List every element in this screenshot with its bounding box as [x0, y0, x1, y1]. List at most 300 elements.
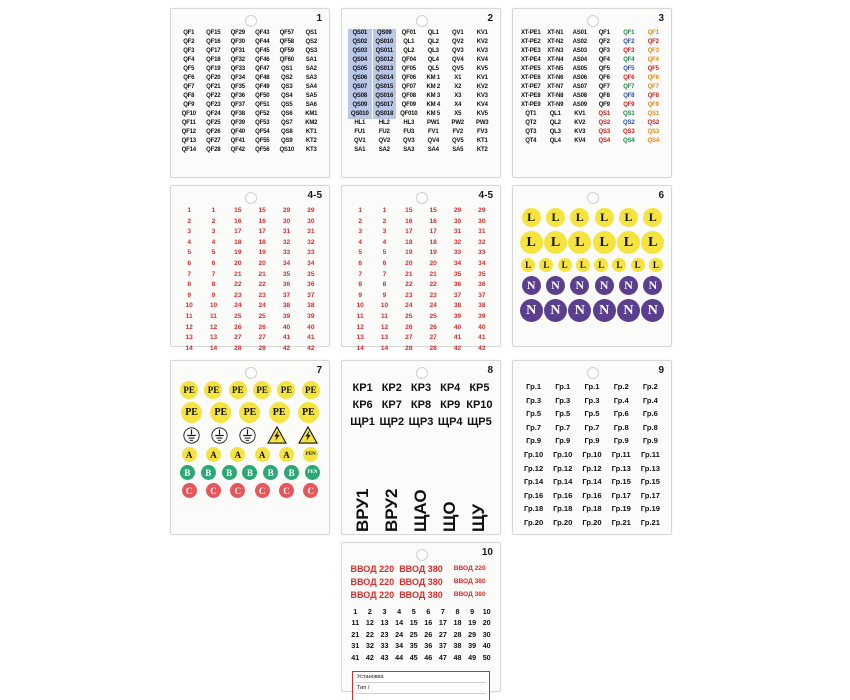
- number-cell[interactable]: 5: [382, 249, 387, 257]
- sheet-1[interactable]: [170, 8, 330, 178]
- marker-l[interactable]: L: [649, 258, 663, 272]
- group-label[interactable]: Гр.9: [642, 436, 658, 446]
- code-cell[interactable]: QF29: [230, 30, 245, 36]
- code-cell[interactable]: QF07: [401, 84, 416, 90]
- code-cell[interactable]: QF13: [181, 138, 196, 144]
- marker-l[interactable]: L: [641, 231, 664, 254]
- number-cell[interactable]: 20: [405, 259, 413, 267]
- code-cell[interactable]: QF5: [647, 66, 659, 72]
- code-cell[interactable]: KV1: [476, 75, 488, 81]
- code-cell[interactable]: KV5: [476, 66, 488, 72]
- code-cell[interactable]: QF1: [183, 30, 195, 36]
- number-cell[interactable]: 14: [380, 344, 389, 352]
- code-cell[interactable]: XT-PE4: [521, 57, 541, 63]
- group-label[interactable]: Гр.7: [584, 422, 600, 432]
- number-cell[interactable]: 13: [380, 618, 389, 628]
- number-cell[interactable]: 3: [382, 607, 387, 616]
- code-cell[interactable]: QS1: [647, 111, 659, 117]
- number-cell[interactable]: 14: [395, 618, 404, 628]
- code-cell[interactable]: QS1: [305, 30, 317, 36]
- code-cell[interactable]: KV2: [476, 84, 488, 90]
- group-label[interactable]: Гр.5: [555, 409, 571, 419]
- number-cell[interactable]: 27: [429, 334, 437, 342]
- number-cell[interactable]: 16: [405, 217, 413, 225]
- number-cell[interactable]: 25: [409, 629, 418, 639]
- number-cell[interactable]: 9: [382, 291, 387, 299]
- code-cell[interactable]: QL4: [427, 57, 439, 63]
- number-cell[interactable]: 24: [258, 302, 266, 310]
- number-cell[interactable]: 35: [478, 270, 486, 278]
- code-cell[interactable]: QV2: [452, 39, 464, 45]
- code-cell[interactable]: QF42: [230, 147, 245, 153]
- number-cell[interactable]: 8: [382, 281, 387, 289]
- marker-pe[interactable]: PE: [298, 402, 319, 423]
- code-cell[interactable]: KV1: [476, 30, 488, 36]
- number-cell[interactable]: 34: [282, 259, 291, 267]
- code-cell[interactable]: QS1: [623, 111, 635, 117]
- code-cell[interactable]: QF1: [598, 30, 610, 36]
- number-cell[interactable]: 2: [367, 607, 372, 616]
- number-cell[interactable]: 5: [187, 249, 191, 257]
- code-cell[interactable]: QF04: [401, 57, 416, 63]
- code-cell[interactable]: QL3: [549, 129, 561, 135]
- code-cell[interactable]: QS6: [281, 111, 293, 117]
- code-cell[interactable]: QF7: [183, 84, 195, 90]
- code-cell[interactable]: KM 1: [426, 75, 441, 81]
- code-cell[interactable]: QF56: [255, 147, 270, 153]
- code-cell[interactable]: QF60: [279, 57, 294, 63]
- code-cell[interactable]: SA2: [305, 66, 317, 72]
- marker-pe[interactable]: PE: [180, 381, 198, 399]
- code-cell[interactable]: QF49: [255, 84, 270, 90]
- code-cell[interactable]: PW3: [476, 120, 489, 126]
- code-cell[interactable]: QT4: [525, 138, 537, 144]
- group-label[interactable]: Гр.1: [555, 382, 571, 391]
- installation-form-box[interactable]: [352, 671, 490, 700]
- number-cell[interactable]: 26: [405, 323, 413, 331]
- number-cell[interactable]: 19: [258, 249, 266, 257]
- number-cell[interactable]: 40: [453, 323, 462, 331]
- number-cell[interactable]: 10: [185, 302, 193, 310]
- code-cell[interactable]: QV2: [378, 138, 390, 144]
- code-cell[interactable]: QS03: [348, 47, 372, 56]
- number-cell[interactable]: 9: [358, 291, 362, 299]
- number-cell[interactable]: 40: [478, 323, 486, 331]
- code-cell[interactable]: QF1: [623, 30, 635, 36]
- code-cell[interactable]: QF8: [647, 93, 659, 99]
- number-cell[interactable]: 41: [282, 334, 291, 342]
- number-cell[interactable]: 28: [258, 344, 266, 352]
- code-cell[interactable]: QF37: [230, 102, 245, 108]
- code-cell[interactable]: QF36: [230, 93, 245, 99]
- number-cell[interactable]: 10: [380, 302, 389, 310]
- group-label[interactable]: Гр.16: [553, 490, 573, 500]
- code-cell[interactable]: QF8: [598, 93, 610, 99]
- code-cell[interactable]: QL1: [427, 30, 439, 36]
- panel-label[interactable]: ЩР2: [379, 416, 405, 428]
- marker-l[interactable]: L: [594, 258, 608, 272]
- code-cell[interactable]: QF05: [401, 66, 416, 72]
- panel-label[interactable]: КР8: [410, 399, 432, 411]
- group-label[interactable]: Гр.10: [582, 449, 602, 459]
- code-cell[interactable]: QF2: [598, 39, 610, 45]
- number-cell[interactable]: 18: [258, 238, 266, 246]
- code-cell[interactable]: QL5: [427, 66, 439, 72]
- code-cell[interactable]: QS02: [348, 38, 372, 47]
- code-cell[interactable]: QF38: [230, 111, 245, 117]
- number-cell[interactable]: 25: [258, 312, 266, 320]
- code-cell[interactable]: QS09: [348, 101, 372, 110]
- code-cell[interactable]: QS017: [373, 101, 397, 110]
- number-cell[interactable]: 1: [211, 207, 216, 214]
- code-cell[interactable]: QF2: [623, 39, 635, 45]
- number-cell[interactable]: 16: [429, 217, 437, 225]
- code-cell[interactable]: QF4: [598, 57, 610, 63]
- number-cell[interactable]: 28: [429, 344, 437, 352]
- code-cell[interactable]: QV5: [452, 66, 464, 72]
- code-cell[interactable]: QF1: [647, 30, 659, 36]
- code-cell[interactable]: QF7: [623, 84, 635, 90]
- group-label[interactable]: Гр.17: [611, 490, 631, 500]
- number-cell[interactable]: 4: [397, 607, 402, 616]
- code-cell[interactable]: KV2: [574, 120, 586, 126]
- code-cell[interactable]: QL1: [403, 39, 415, 45]
- code-cell[interactable]: QS05: [348, 65, 372, 74]
- code-cell[interactable]: QS09: [373, 29, 397, 38]
- code-cell[interactable]: QF9: [647, 102, 659, 108]
- code-cell[interactable]: QL2: [549, 120, 561, 126]
- code-cell[interactable]: QV4: [452, 57, 464, 63]
- vertical-panel-label[interactable]: ВРУ1: [352, 488, 372, 532]
- group-label[interactable]: Гр.12: [582, 463, 602, 473]
- code-cell[interactable]: XT-N3: [547, 48, 564, 54]
- input-voltage-label[interactable]: ВВОД 380: [399, 577, 443, 587]
- code-cell[interactable]: QF16: [206, 39, 221, 45]
- code-cell[interactable]: QF4: [647, 57, 659, 63]
- marker-l[interactable]: L: [643, 208, 662, 227]
- code-cell[interactable]: AS04: [572, 57, 587, 63]
- number-cell[interactable]: 2: [382, 217, 387, 225]
- number-cell[interactable]: 35: [453, 270, 462, 278]
- code-cell[interactable]: KT2: [305, 138, 317, 144]
- code-cell[interactable]: KT1: [476, 138, 488, 144]
- group-label[interactable]: Гр.6: [642, 409, 658, 419]
- marker-l[interactable]: L: [520, 231, 543, 254]
- number-cell[interactable]: 11: [381, 312, 388, 320]
- number-cell[interactable]: 20: [234, 259, 242, 267]
- marker-b[interactable]: B: [263, 465, 278, 480]
- code-cell[interactable]: X4: [454, 102, 462, 108]
- number-cell[interactable]: 30: [478, 217, 486, 225]
- number-cell[interactable]: 21: [429, 270, 437, 278]
- code-cell[interactable]: QF6: [598, 75, 610, 81]
- number-cell[interactable]: 31: [478, 228, 486, 236]
- number-cell[interactable]: 5: [411, 607, 416, 616]
- code-cell[interactable]: QF18: [206, 57, 221, 63]
- group-label[interactable]: Гр.2: [642, 382, 658, 391]
- code-cell[interactable]: QF8: [623, 93, 635, 99]
- number-cell[interactable]: 26: [258, 323, 266, 331]
- code-cell[interactable]: QF50: [255, 93, 270, 99]
- group-label[interactable]: Гр.9: [555, 436, 571, 446]
- group-label[interactable]: Гр.1: [584, 382, 600, 391]
- number-cell[interactable]: 38: [307, 302, 315, 310]
- number-cell[interactable]: 38: [453, 302, 462, 310]
- code-cell[interactable]: QF8: [183, 93, 195, 99]
- number-cell[interactable]: 2: [211, 217, 216, 225]
- group-label[interactable]: Гр.9: [584, 436, 600, 446]
- number-cell[interactable]: 30: [307, 217, 315, 225]
- code-cell[interactable]: QV4: [427, 138, 439, 144]
- code-cell[interactable]: AS07: [572, 84, 587, 90]
- code-cell[interactable]: QF34: [230, 75, 245, 81]
- number-cell[interactable]: 33: [380, 641, 389, 651]
- number-cell[interactable]: 31: [453, 228, 462, 236]
- marker-l[interactable]: L: [522, 208, 541, 227]
- number-cell[interactable]: 29: [468, 629, 477, 639]
- code-cell[interactable]: QF52: [255, 111, 270, 117]
- code-cell[interactable]: QF2: [647, 39, 659, 45]
- number-cell[interactable]: 39: [307, 312, 315, 320]
- number-cell[interactable]: 42: [307, 344, 315, 352]
- code-cell[interactable]: SA2: [378, 147, 390, 153]
- code-cell[interactable]: AS08: [572, 93, 587, 99]
- code-cell[interactable]: QF27: [206, 138, 221, 144]
- number-cell[interactable]: 20: [429, 259, 437, 267]
- marker-n[interactable]: N: [522, 276, 541, 295]
- code-cell[interactable]: KM 2: [426, 84, 441, 90]
- code-cell[interactable]: XT-N4: [547, 57, 564, 63]
- group-label[interactable]: Гр.7: [526, 422, 542, 432]
- earth-icon[interactable]: [239, 427, 256, 444]
- sheet-7[interactable]: [170, 360, 330, 535]
- marker-n[interactable]: N: [568, 299, 591, 322]
- number-cell[interactable]: 17: [429, 228, 437, 236]
- code-cell[interactable]: QS3: [305, 48, 317, 54]
- marker-c[interactable]: C: [279, 483, 294, 498]
- marker-n[interactable]: N: [593, 299, 616, 322]
- number-cell[interactable]: 26: [234, 323, 242, 331]
- number-cell[interactable]: 29: [453, 207, 462, 214]
- number-cell[interactable]: 32: [453, 238, 462, 246]
- code-cell[interactable]: KM 4: [426, 102, 441, 108]
- code-cell[interactable]: QF45: [255, 48, 270, 54]
- code-cell[interactable]: QF28: [206, 147, 221, 153]
- group-label[interactable]: Гр.6: [613, 409, 629, 419]
- number-cell[interactable]: 36: [282, 281, 291, 289]
- code-cell[interactable]: QS10: [279, 147, 295, 153]
- code-cell[interactable]: KV4: [476, 57, 488, 63]
- code-cell[interactable]: QF58: [279, 39, 294, 45]
- marker-n[interactable]: N: [619, 276, 638, 295]
- marker-a[interactable]: A: [182, 447, 197, 462]
- code-cell[interactable]: QS1: [598, 111, 610, 117]
- number-cell[interactable]: 28: [405, 344, 413, 352]
- code-cell[interactable]: QS4: [647, 138, 659, 144]
- marker-b[interactable]: B: [201, 465, 216, 480]
- group-label[interactable]: Гр.9: [613, 436, 629, 446]
- number-cell[interactable]: 10: [356, 302, 364, 310]
- code-cell[interactable]: XT-N8: [547, 93, 564, 99]
- number-cell[interactable]: 12: [365, 618, 374, 628]
- number-cell[interactable]: 6: [187, 259, 191, 267]
- number-cell[interactable]: 12: [356, 323, 364, 331]
- number-cell[interactable]: 21: [234, 270, 242, 278]
- number-cell[interactable]: 50: [482, 652, 491, 662]
- marker-pen[interactable]: PEN: [305, 465, 320, 480]
- code-cell[interactable]: FV3: [477, 129, 488, 135]
- code-cell[interactable]: QF01: [401, 30, 416, 36]
- code-cell[interactable]: QF3: [598, 48, 610, 54]
- number-cell[interactable]: 11: [210, 312, 217, 320]
- marker-c[interactable]: C: [303, 483, 318, 498]
- code-cell[interactable]: QF25: [206, 120, 221, 126]
- code-cell[interactable]: QF17: [206, 48, 221, 54]
- group-label[interactable]: Гр.13: [611, 463, 631, 473]
- number-cell[interactable]: 23: [258, 291, 266, 299]
- code-cell[interactable]: QS010: [373, 38, 397, 47]
- group-label[interactable]: Гр.13: [640, 463, 660, 473]
- marker-pe[interactable]: PE: [253, 381, 271, 399]
- code-cell[interactable]: QF51: [255, 102, 270, 108]
- input-voltage-label[interactable]: ВВОД 380: [399, 590, 443, 600]
- number-cell[interactable]: 34: [395, 641, 404, 651]
- number-cell[interactable]: 13: [356, 334, 364, 342]
- vertical-panel-label[interactable]: ЩАО: [410, 489, 430, 532]
- number-cell[interactable]: 37: [453, 291, 462, 299]
- code-cell[interactable]: QV5: [452, 138, 464, 144]
- group-label[interactable]: Гр.15: [640, 477, 660, 487]
- marker-n[interactable]: N: [617, 299, 640, 322]
- panel-label[interactable]: КР10: [466, 399, 493, 411]
- code-cell[interactable]: QS011: [373, 47, 397, 56]
- code-cell[interactable]: QF32: [230, 57, 245, 63]
- panel-label[interactable]: КР2: [381, 382, 402, 394]
- group-label[interactable]: Гр.5: [584, 409, 600, 419]
- number-cell[interactable]: 14: [209, 344, 218, 352]
- marker-pe[interactable]: PE: [239, 402, 260, 423]
- marker-b[interactable]: B: [284, 465, 299, 480]
- number-cell[interactable]: 8: [455, 607, 460, 616]
- code-cell[interactable]: AS02: [572, 39, 587, 45]
- group-label[interactable]: Гр.4: [642, 395, 658, 405]
- number-cell[interactable]: 30: [453, 217, 462, 225]
- code-cell[interactable]: XT-N6: [547, 75, 564, 81]
- number-cell[interactable]: 42: [478, 344, 486, 352]
- code-cell[interactable]: XT-N5: [547, 66, 564, 72]
- group-label[interactable]: Гр.9: [526, 436, 542, 446]
- number-cell[interactable]: 15: [409, 618, 418, 628]
- number-cell[interactable]: 17: [258, 228, 266, 236]
- number-cell[interactable]: 6: [211, 259, 216, 267]
- code-cell[interactable]: QL1: [549, 111, 561, 117]
- group-label[interactable]: Гр.11: [641, 449, 660, 459]
- code-cell[interactable]: QF5: [598, 66, 610, 72]
- number-cell[interactable]: 32: [365, 641, 374, 651]
- marker-c[interactable]: C: [182, 483, 197, 498]
- code-cell[interactable]: QT2: [525, 120, 537, 126]
- marker-l[interactable]: L: [539, 258, 553, 272]
- group-label[interactable]: Гр.11: [611, 449, 631, 459]
- panel-label[interactable]: ЩР3: [408, 416, 434, 428]
- number-cell[interactable]: 11: [351, 618, 360, 628]
- panel-label[interactable]: ЩР1: [350, 416, 375, 428]
- marker-l[interactable]: L: [576, 258, 590, 272]
- marker-n[interactable]: N: [595, 276, 614, 295]
- number-cell[interactable]: 9: [211, 291, 216, 299]
- group-label[interactable]: Гр.4: [613, 395, 629, 405]
- vertical-panel-label[interactable]: ЩУ: [469, 504, 489, 532]
- code-cell[interactable]: QS3: [623, 129, 635, 135]
- panel-label[interactable]: ЩР4: [437, 416, 463, 428]
- code-cell[interactable]: QF08: [401, 93, 416, 99]
- number-cell[interactable]: 37: [478, 291, 486, 299]
- code-cell[interactable]: QS2: [305, 39, 317, 45]
- code-cell[interactable]: QF41: [230, 138, 245, 144]
- number-cell[interactable]: 24: [395, 629, 404, 639]
- group-label[interactable]: Гр.18: [582, 504, 602, 514]
- number-cell[interactable]: 25: [405, 312, 413, 320]
- number-cell[interactable]: 9: [470, 607, 475, 616]
- number-cell[interactable]: 13: [209, 334, 218, 342]
- number-cell[interactable]: 33: [282, 249, 291, 257]
- code-cell[interactable]: QF24: [206, 111, 221, 117]
- number-cell[interactable]: 29: [478, 207, 486, 214]
- marker-pe[interactable]: PE: [277, 381, 295, 399]
- number-cell[interactable]: 22: [258, 281, 266, 289]
- number-cell[interactable]: 1: [382, 207, 387, 214]
- number-cell[interactable]: 19: [429, 249, 437, 257]
- code-cell[interactable]: QF3: [647, 48, 659, 54]
- number-cell[interactable]: 40: [482, 641, 491, 651]
- sheet-4[interactable]: [170, 185, 330, 352]
- number-cell[interactable]: 8: [211, 281, 216, 289]
- code-cell[interactable]: XT-N2: [547, 39, 564, 45]
- code-cell[interactable]: QV1: [452, 30, 464, 36]
- number-cell[interactable]: 41: [351, 652, 360, 662]
- code-cell[interactable]: KV3: [574, 129, 586, 135]
- number-cell[interactable]: 17: [234, 228, 242, 236]
- marker-n[interactable]: N: [520, 299, 543, 322]
- code-cell[interactable]: QF06: [401, 75, 416, 81]
- code-cell[interactable]: QS04: [348, 56, 372, 65]
- marker-a[interactable]: A: [230, 447, 245, 462]
- group-label[interactable]: Гр.1: [526, 382, 542, 391]
- marker-l[interactable]: L: [544, 231, 567, 254]
- sheet-6[interactable]: [512, 185, 672, 347]
- code-cell[interactable]: QL3: [427, 48, 439, 54]
- marker-l[interactable]: L: [593, 231, 616, 254]
- number-cell[interactable]: 23: [380, 629, 389, 639]
- input-voltage-label[interactable]: ВВОД 220: [453, 565, 486, 572]
- code-cell[interactable]: QF47: [255, 66, 270, 72]
- number-cell[interactable]: 17: [405, 228, 413, 236]
- code-cell[interactable]: QS013: [373, 65, 397, 74]
- code-cell[interactable]: QF19: [206, 66, 221, 72]
- code-cell[interactable]: QF6: [623, 75, 635, 81]
- group-label[interactable]: Гр.21: [611, 517, 631, 527]
- code-cell[interactable]: QS8: [281, 129, 293, 135]
- number-cell[interactable]: 1: [353, 607, 358, 616]
- group-label[interactable]: Гр.20: [582, 517, 602, 527]
- number-cell[interactable]: 35: [307, 270, 315, 278]
- group-label[interactable]: Гр.19: [611, 504, 631, 514]
- sheet-8[interactable]: [341, 360, 501, 535]
- number-cell[interactable]: 8: [187, 281, 191, 289]
- number-cell[interactable]: 38: [453, 641, 462, 651]
- code-cell[interactable]: QS012: [373, 56, 397, 65]
- sheet-2[interactable]: [341, 8, 501, 178]
